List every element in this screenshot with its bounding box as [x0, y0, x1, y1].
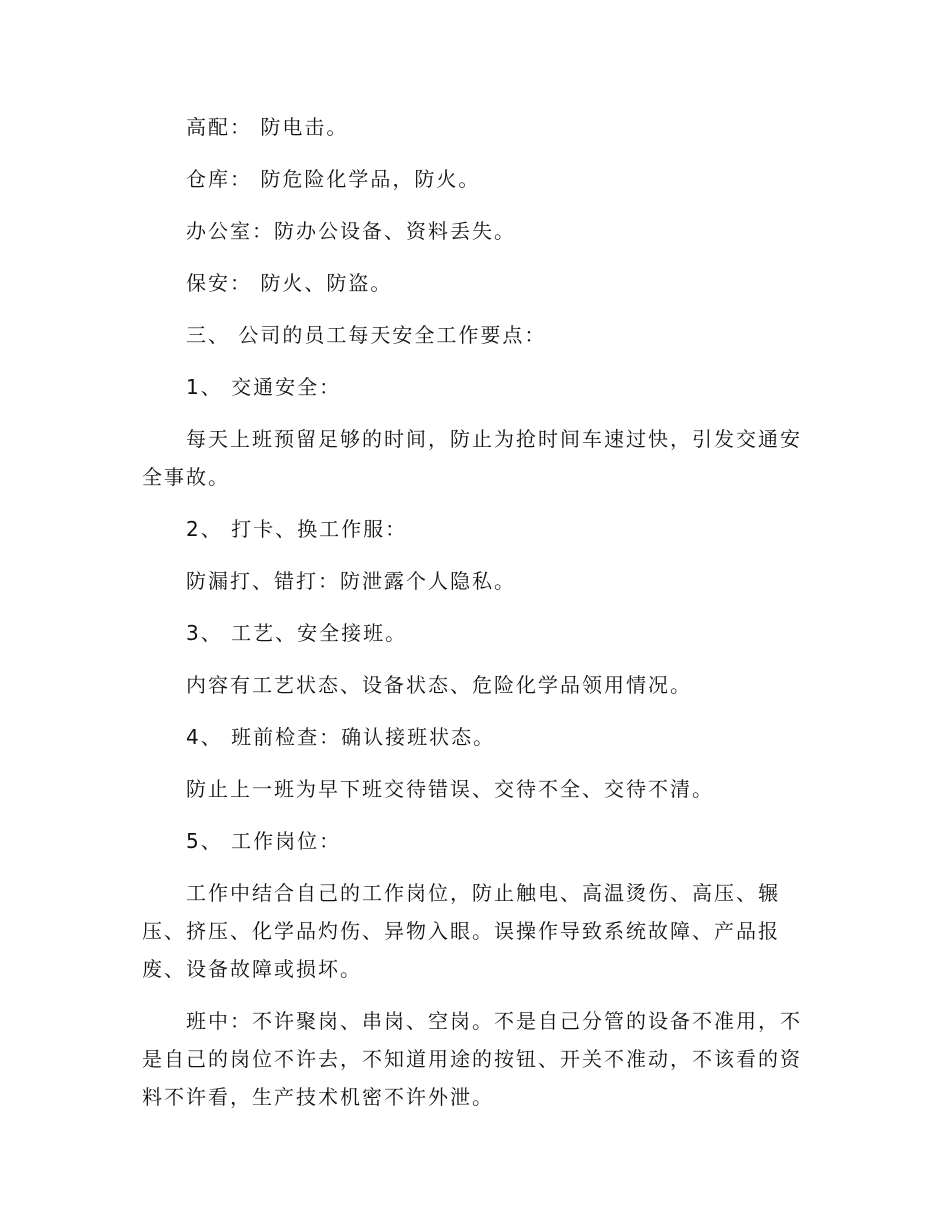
- text-line: 是自己的岗位不许去，不知道用途的按钮、开关不准动，不该看的资: [142, 1047, 802, 1071]
- text-line: 防止上一班为早下班交待错误、交待不全、交待不清。: [186, 777, 714, 801]
- text-line: 保安： 防火、防盗。: [186, 271, 393, 295]
- text-line: 工作中结合自己的工作岗位，防止触电、高温烫伤、高压、辗: [186, 881, 780, 905]
- text-line: 仓库： 防危险化学品，防火。: [186, 167, 481, 191]
- text-line: 防漏打、错打：防泄露个人隐私。: [186, 569, 516, 593]
- text-line: 班中：不许聚岗、串岗、空岗。不是自己分管的设备不准用，不: [186, 1009, 802, 1033]
- list-heading: 1、 交通安全：: [186, 375, 342, 399]
- text-line: 压、挤压、化学品灼伤、异物入眼。误操作导致系统故障、产品报: [142, 919, 780, 943]
- text-line: 废、设备故障或损坏。: [142, 957, 362, 981]
- list-heading: 4、 班前检查：确认接班状态。: [186, 725, 496, 749]
- list-heading: 3、 工艺、安全接班。: [186, 621, 408, 645]
- text-line: 全事故。: [142, 465, 230, 489]
- section-heading: 三、 公司的员工每天安全工作要点：: [186, 323, 547, 347]
- text-line: 办公室：防办公设备、资料丢失。: [186, 219, 516, 243]
- text-line: 料不许看，生产技术机密不许外泄。: [142, 1085, 494, 1109]
- text-line: 高配： 防电击。: [186, 115, 349, 139]
- list-heading: 2、 打卡、换工作服：: [186, 517, 408, 541]
- list-heading: 5、 工作岗位：: [186, 829, 342, 853]
- text-line: 内容有工艺状态、设备状态、危险化学品领用情况。: [186, 673, 692, 697]
- document-body: [142, 108, 802, 1116]
- text-line: 每天上班预留足够的时间，防止为抢时间车速过快，引发交通安: [186, 427, 802, 451]
